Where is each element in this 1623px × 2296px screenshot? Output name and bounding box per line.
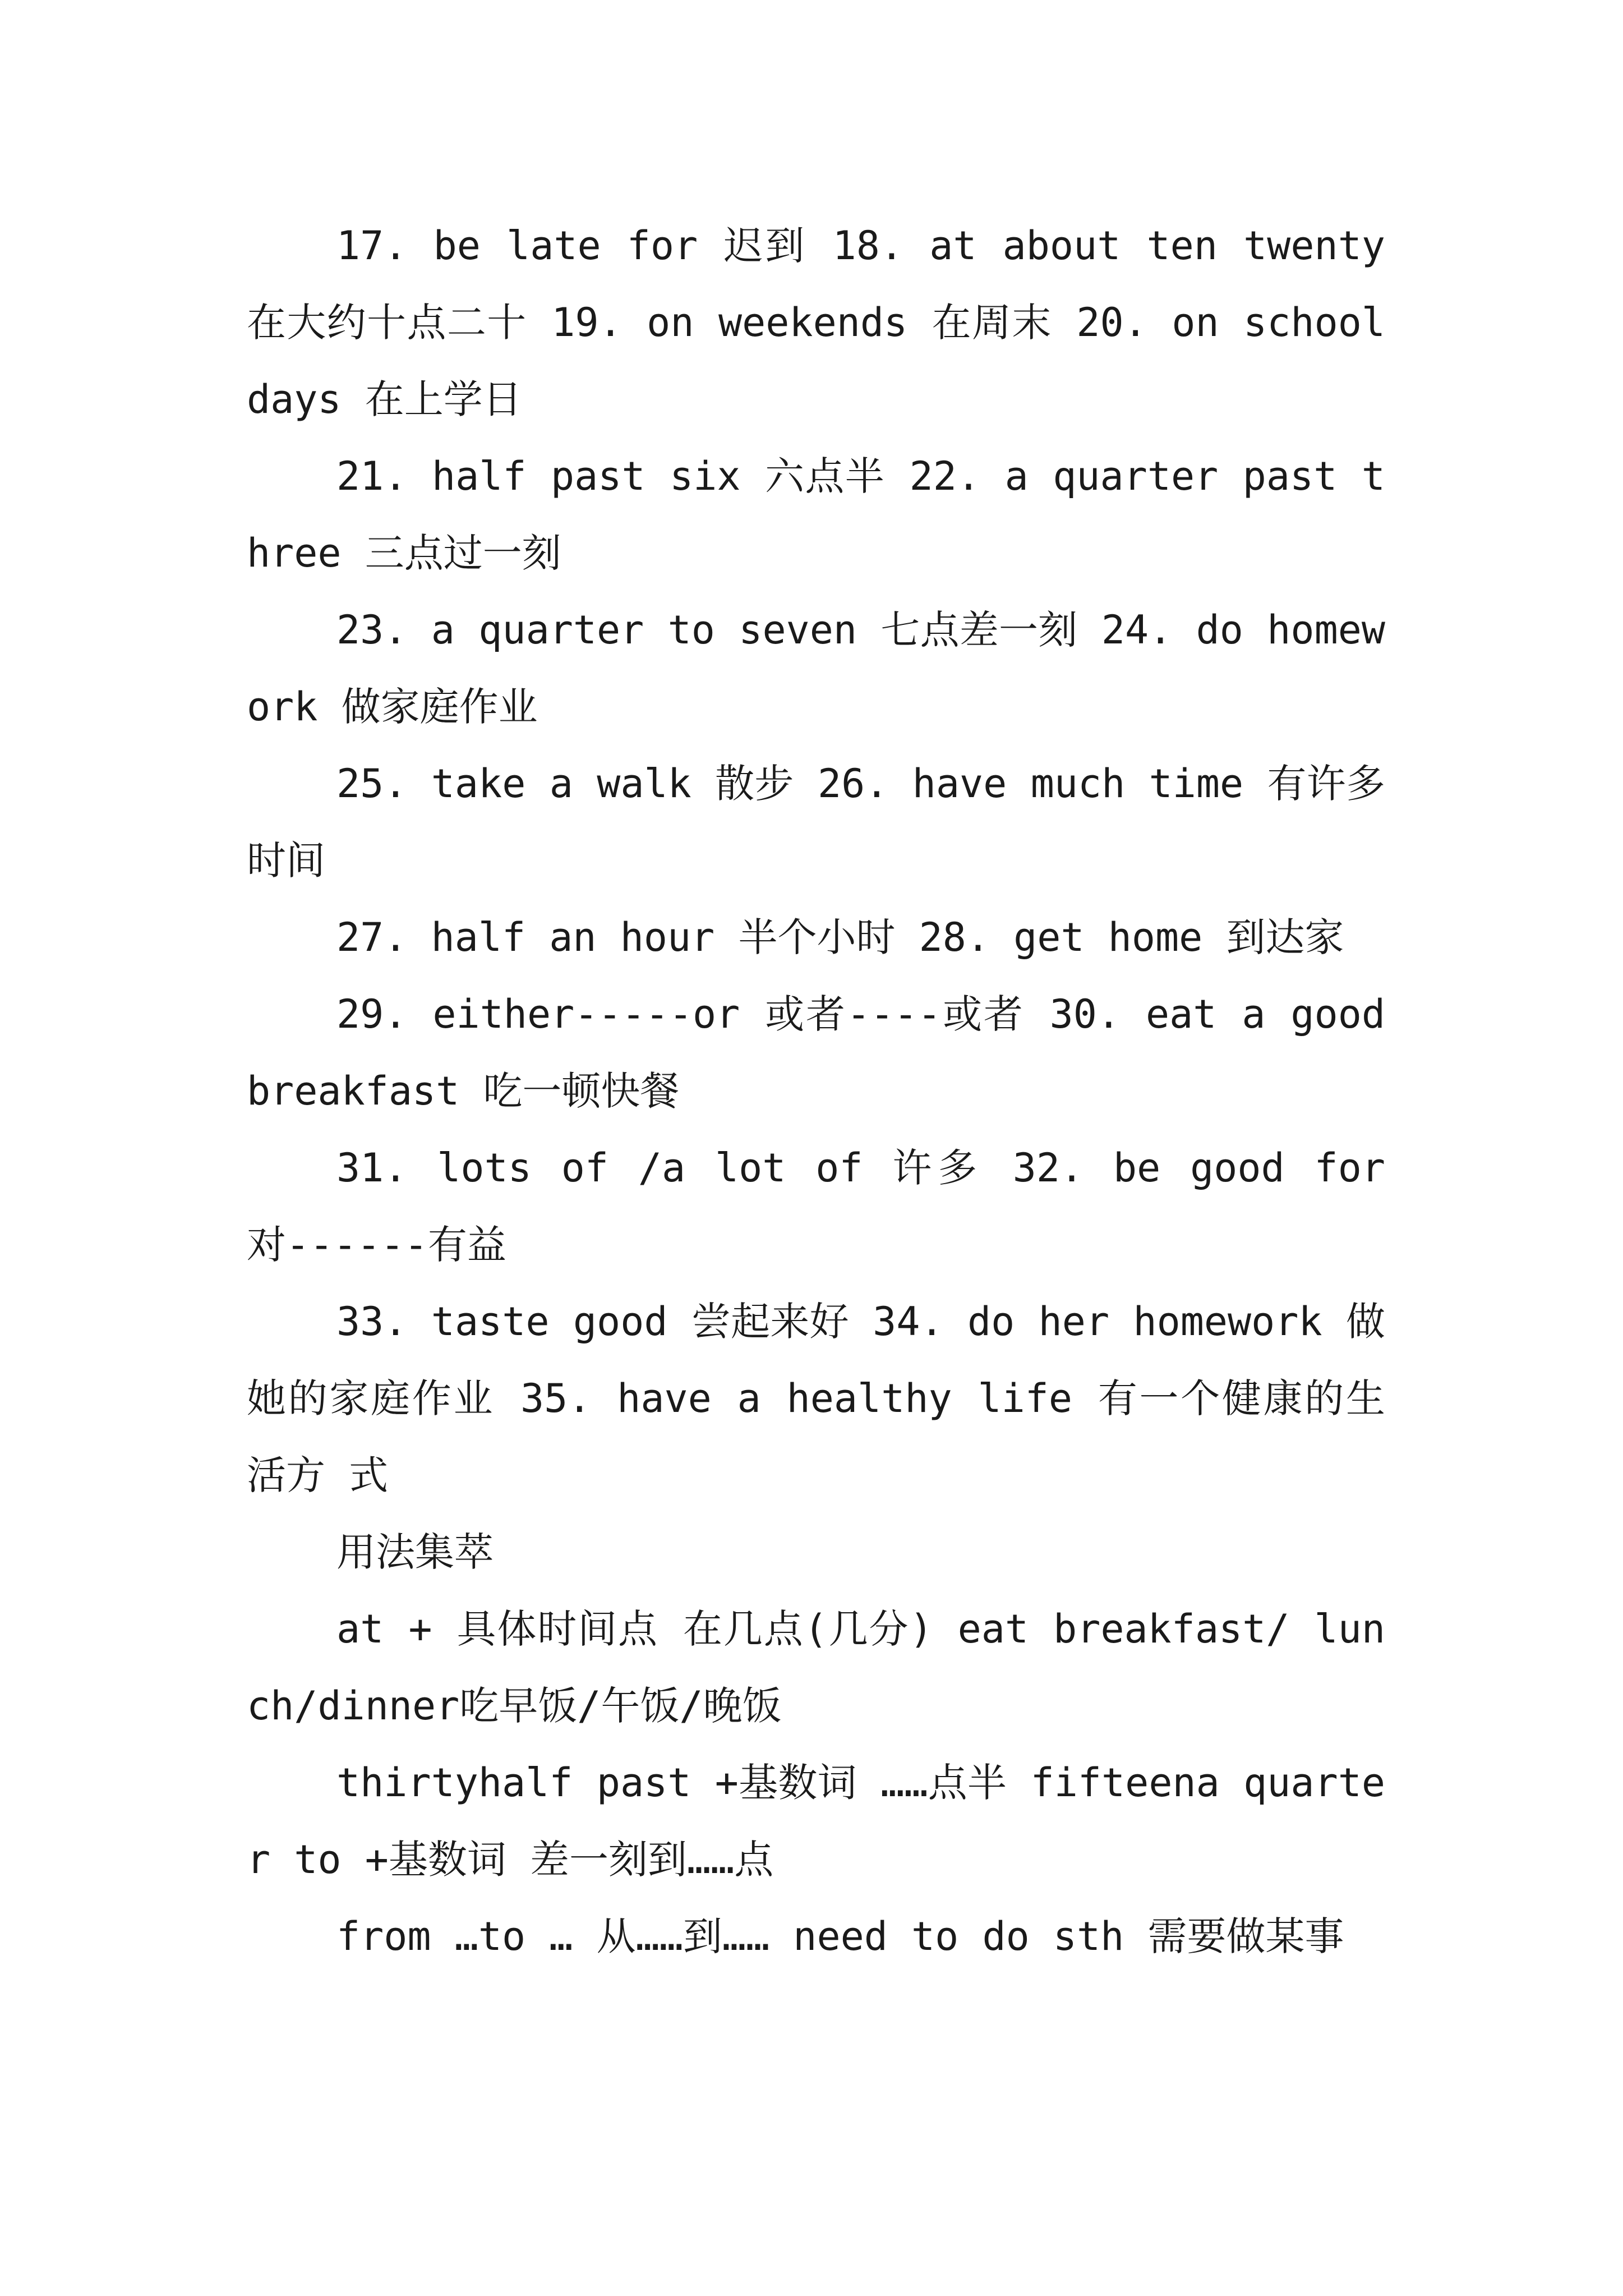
document-body (247, 208, 1385, 1975)
vocab-paragraph-17-20: 17. be late for 迟到 18. at about ten twenty 在大约十点二十 19. on weekends 在周末 20. on school days 在上学日 (247, 223, 1385, 422)
vocab-paragraph-27-28: 27. half an hour 半个小时 28. get home 到达家 (336, 914, 1344, 960)
vocab-paragraph-25-26: 25. take a walk 散步 26. have much time 有许多时间 (247, 761, 1385, 884)
vocab-paragraph-23-24: 23. a quarter to seven 七点差一刻 24. do homework 做家庭作业 (247, 607, 1385, 730)
usage-paragraph-half-past: thirtyhalf past +基数词 ……点半 fifteena quarter to +基数词 差一刻到……点 (247, 1760, 1385, 1883)
usage-paragraph-at: at + 具体时间点 在几点(几分) eat breakfast/ lunch/dinner吃早饭/午饭/晚饭 (247, 1606, 1385, 1729)
vocab-paragraph-29-30: 29. either-----or 或者----或者 30. eat a good breakfast 吃一顿快餐 (247, 991, 1385, 1114)
usage-paragraph-from-to: from …to … 从……到…… need to do sth 需要做某事 (336, 1913, 1344, 1959)
vocab-paragraph-33-35: 33. taste good 尝起来好 34. do her homework 做她的家庭作业 35. have a healthy life 有一个健康的生活方 式 (247, 1299, 1385, 1498)
section-heading-usage: 用法集萃 (336, 1529, 494, 1575)
vocab-paragraph-21-22: 21. half past six 六点半 22. a quarter past three 三点过一刻 (247, 453, 1385, 576)
vocab-paragraph-31-32: 31. lots of /a lot of 许多 32. be good for 对------有益 (247, 1145, 1385, 1268)
